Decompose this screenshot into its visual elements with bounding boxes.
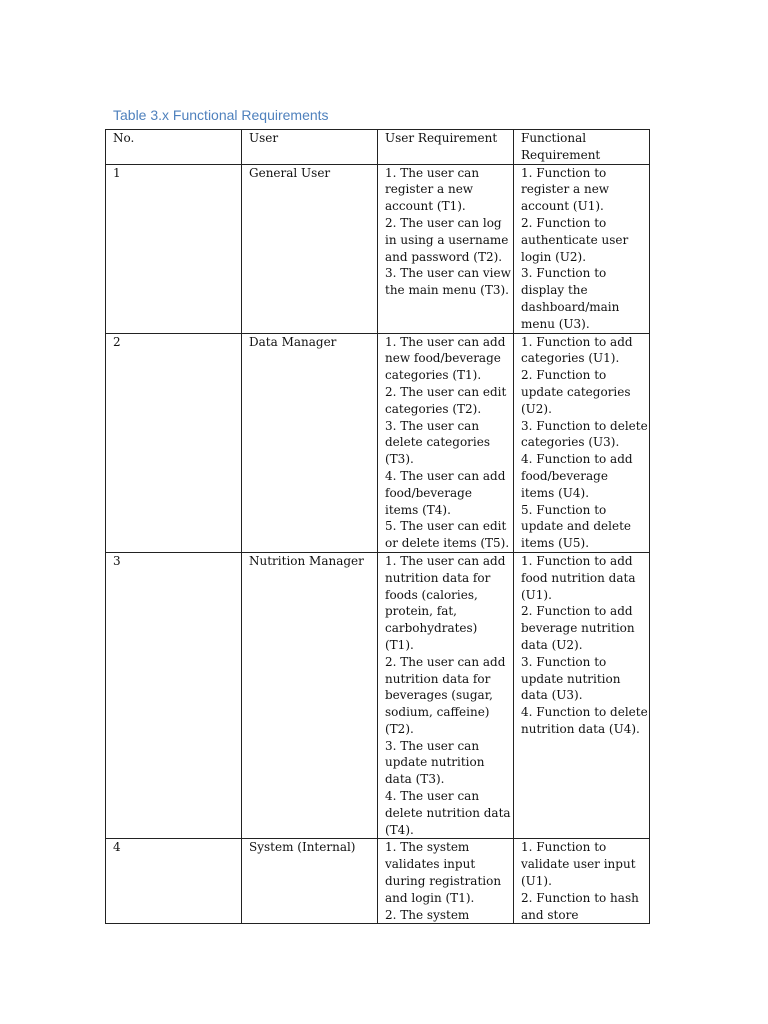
cell-user-requirement-line: account (T1).	[385, 199, 466, 214]
cell-user-requirement-line: 4. The user can	[385, 789, 480, 804]
cell-user	[242, 552, 378, 839]
cell-user-requirement-line: categories (T2).	[385, 401, 482, 416]
header-cell-no	[106, 130, 242, 165]
cell-no-text: 1	[113, 165, 121, 180]
cell-user-requirement-line: data (T3).	[385, 772, 445, 787]
header-cell-user	[242, 130, 378, 165]
cell-user-requirement-line: beverages (sugar,	[385, 688, 493, 703]
cell-user-requirement-line: in using a username	[385, 232, 509, 247]
cell-user-requirement-line: 1. The system	[385, 840, 470, 855]
cell-user-text: General User	[249, 165, 331, 180]
cell-user-requirement-line: protein, fat,	[385, 604, 457, 619]
header-functional-requirement-line: Functional	[521, 131, 587, 145]
cell-user-requirement-line: 4. The user can add	[385, 468, 506, 483]
cell-user-requirement-line: sodium, caffeine)	[385, 705, 490, 720]
header-user-label: User	[249, 131, 279, 145]
cell-functional-requirement-line: account (U1).	[521, 199, 604, 214]
cell-user	[242, 333, 378, 552]
cell-user-requirement-line: (T1).	[385, 637, 414, 652]
cell-functional-requirement-line: update and delete	[521, 519, 632, 534]
cell-functional-requirement-line: data (U3).	[521, 688, 583, 703]
cell-functional-requirement-line: 1. Function to add	[521, 553, 633, 568]
cell-user-requirement-line: register a new	[385, 182, 474, 197]
cell-functional-requirement-line: dashboard/main	[521, 299, 620, 314]
cell-user-requirement-line: 3. The user can view	[385, 266, 511, 281]
cell-user-requirement-line: the main menu (T3).	[385, 283, 509, 298]
header-no-label: No.	[113, 131, 135, 145]
cell-user-text: Nutrition Manager	[249, 553, 364, 568]
cell-user-requirement-line: categories (T1).	[385, 368, 482, 383]
cell-user-requirement-line: items (T4).	[385, 502, 451, 517]
cell-functional-requirement-line: 4. Function to delete	[521, 705, 648, 720]
cell-functional-requirement-line: categories (U3).	[521, 435, 620, 450]
cell-user-requirement-line: new food/beverage	[385, 351, 501, 366]
table-row	[106, 164, 650, 333]
cell-user-requirement-line: nutrition data for	[385, 570, 491, 585]
cell-user	[242, 164, 378, 333]
cell-no-text: 3	[113, 553, 121, 568]
cell-user-requirement-line: 2. The user can edit	[385, 384, 507, 399]
cell-functional-requirement-line: login (U2).	[521, 249, 587, 264]
cell-user-requirement-line: 3. The user can	[385, 738, 480, 753]
cell-functional-requirement-line: update categories	[521, 384, 631, 399]
cell-functional-requirement-line: items (U4).	[521, 485, 590, 500]
cell-functional-requirement-line: update nutrition	[521, 671, 621, 686]
cell-functional-requirement-line: authenticate user	[521, 232, 629, 247]
cell-user-requirement-line: and password (T2).	[385, 249, 503, 264]
cell-no-text: 2	[113, 334, 121, 349]
cell-user-requirement-line: update nutrition	[385, 755, 485, 770]
cell-user-requirement-line: 1. The user can	[385, 165, 480, 180]
cell-functional-requirement-line: 3. Function to	[521, 654, 607, 669]
cell-functional-requirement-line: register a new	[521, 182, 610, 197]
cell-functional-requirement-line: 3. Function to delete	[521, 418, 648, 433]
cell-functional-requirement-line: (U1).	[521, 874, 552, 889]
cell-user-requirement-line: and login (T1).	[385, 890, 475, 905]
cell-user-requirement-line: 2. The user can log	[385, 215, 502, 230]
cell-functional-requirement-line: categories (U1).	[521, 351, 620, 366]
cell-user-requirement-line: 5. The user can edit	[385, 519, 507, 534]
header-user-requirement-label: User Requirement	[385, 131, 498, 145]
cell-user-requirement-line: or delete items (T5).	[385, 536, 510, 551]
cell-user-requirement	[378, 839, 514, 924]
table-body	[106, 130, 650, 924]
cell-no	[106, 164, 242, 333]
cell-functional-requirement-line: 5. Function to	[521, 502, 607, 517]
cell-functional-requirement-line: data (U2).	[521, 637, 583, 652]
header-cell-functional-requirement	[514, 130, 650, 165]
cell-user-requirement-line: foods (calories,	[385, 587, 478, 602]
cell-functional-requirement-line: 2. Function to hash	[521, 890, 639, 905]
cell-user-requirement-line: 1. The user can add	[385, 334, 506, 349]
table-row	[106, 333, 650, 552]
cell-no-text: 4	[113, 840, 121, 855]
cell-user-requirement-line: carbohydrates)	[385, 621, 478, 636]
cell-functional-requirement-line: (U2).	[521, 401, 552, 416]
cell-no	[106, 333, 242, 552]
cell-functional-requirement	[514, 164, 650, 333]
cell-functional-requirement-line: validate user input	[521, 857, 636, 872]
cell-user-requirement	[378, 333, 514, 552]
cell-functional-requirement-line: and store	[521, 907, 579, 922]
cell-functional-requirement-line: 3. Function to	[521, 266, 607, 281]
cell-no	[106, 552, 242, 839]
cell-functional-requirement	[514, 333, 650, 552]
header-cell-user-requirement	[378, 130, 514, 165]
cell-user-requirement-line: food/beverage	[385, 485, 472, 500]
cell-user-requirement-line: 2. The system	[385, 907, 470, 922]
cell-user-requirement-line: 1. The user can add	[385, 553, 506, 568]
cell-functional-requirement-line: food nutrition data	[521, 570, 636, 585]
cell-user-requirement-line: nutrition data for	[385, 671, 491, 686]
cell-user-requirement-line: (T3).	[385, 452, 414, 467]
cell-no	[106, 839, 242, 924]
cell-user-text: System (Internal)	[249, 840, 356, 855]
cell-user-requirement-line: (T4).	[385, 822, 414, 837]
cell-functional-requirement-line: food/beverage	[521, 468, 608, 483]
cell-functional-requirement-line: 2. Function to add	[521, 604, 633, 619]
cell-user-requirement-line: delete categories	[385, 435, 490, 450]
table-caption: Table 3.x Functional Requirements	[113, 107, 329, 123]
cell-functional-requirement-line: display the	[521, 283, 588, 298]
cell-user	[242, 839, 378, 924]
cell-user-requirement	[378, 552, 514, 839]
cell-functional-requirement-line: 1. Function to	[521, 165, 607, 180]
table-header-row	[106, 130, 650, 165]
table-row	[106, 552, 650, 839]
cell-functional-requirement	[514, 552, 650, 839]
cell-functional-requirement-line: 1. Function to add	[521, 334, 633, 349]
cell-user-requirement-line: 3. The user can	[385, 418, 480, 433]
cell-functional-requirement-line: nutrition data (U4).	[521, 721, 640, 736]
cell-functional-requirement-line: 1. Function to	[521, 840, 607, 855]
cell-user-requirement-line: 2. The user can add	[385, 654, 506, 669]
cell-user-requirement-line: validates input	[385, 857, 476, 872]
functional-requirements-table	[105, 129, 650, 924]
cell-functional-requirement-line: 2. Function to	[521, 368, 607, 383]
cell-functional-requirement	[514, 839, 650, 924]
cell-user-requirement-line: delete nutrition data	[385, 805, 511, 820]
cell-functional-requirement-line: (U1).	[521, 587, 552, 602]
header-functional-requirement-line: Requirement	[521, 147, 601, 162]
cell-functional-requirement-line: 4. Function to add	[521, 452, 633, 467]
cell-functional-requirement-line: items (U5).	[521, 536, 590, 551]
cell-functional-requirement-line: menu (U3).	[521, 316, 590, 331]
cell-functional-requirement-line: beverage nutrition	[521, 621, 635, 636]
cell-user-requirement-line: during registration	[385, 874, 502, 889]
cell-functional-requirement-line: 2. Function to	[521, 215, 607, 230]
cell-user-requirement	[378, 164, 514, 333]
cell-user-text: Data Manager	[249, 334, 337, 349]
cell-user-requirement-line: (T2).	[385, 721, 414, 736]
table-row	[106, 839, 650, 924]
